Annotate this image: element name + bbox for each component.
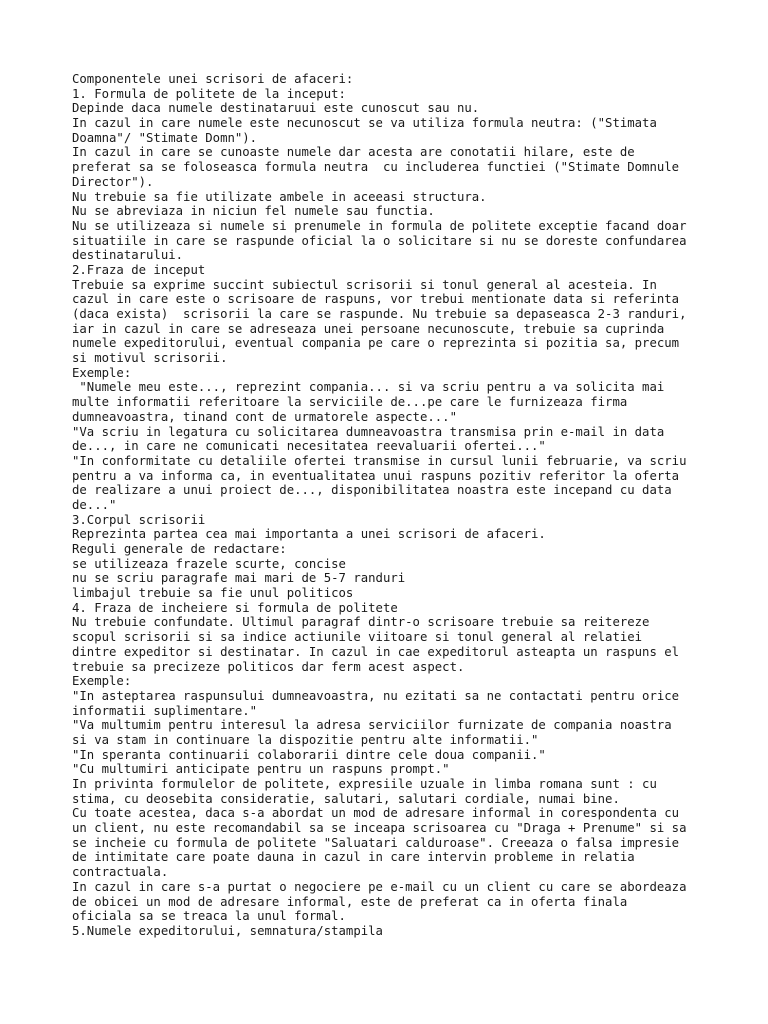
text-line: "Cu multumiri anticipate pentru un raspuns prompt." <box>72 762 450 777</box>
text-line: situatiile in care se raspunde oficial la o solicitare si nu se doreste confundarea <box>72 233 687 248</box>
text-line: pentru a va informa ca, in eventualitatea unui raspuns pozitiv referitor la oferta <box>72 468 680 483</box>
text-line: "Numele meu este..., reprezint compania... si va scriu pentru a va solicita mai <box>72 380 665 395</box>
text-line: "Va multumim pentru interesul la adresa serviciilor furnizate de compania noastra <box>72 718 672 733</box>
text-line: se utilizeaza frazele scurte, concise <box>72 556 346 571</box>
text-line: se incheie cu formula de politete "Saluatari calduroase". Creeaza o falsa impresie <box>72 835 680 850</box>
text-line: si va stam in continuare la dispozitie pentru alte informatii." <box>72 732 539 747</box>
text-line: nu se scriu paragrafe mai mari de 5-7 randuri <box>72 571 406 586</box>
text-line: cazul in care este o scrisoare de raspuns, vor trebui mentionate data si referinta <box>72 292 680 307</box>
text-line: trebuie sa precizeze politicos dar ferm acest aspect. <box>72 659 465 674</box>
text-line: de realizare a unui proiect de..., disponibilitatea noastra este incepand cu data <box>72 483 672 498</box>
text-line: Nu trebuie sa fie utilizate ambele in aceeasi structura. <box>72 189 487 204</box>
text-line: stima, cu deosebita consideratie, salutari, salutari cordiale, numai bine. <box>72 791 620 806</box>
text-line: Reguli generale de redactare: <box>72 542 287 556</box>
text-line: Nu trebuie confundate. Ultimul paragraf dintr-o scrisoare trebuie sa reitereze <box>72 615 650 630</box>
text-line: iar in cazul in care se adreseaza unei persoane necunoscute, trebuie sa cuprinda <box>72 321 665 336</box>
text-line: informatii suplimentare." <box>72 703 258 718</box>
text-line: de..., in care ne comunicati necesitatea reevaluarii ofertei..." <box>72 439 546 454</box>
text-line: Exemple: <box>72 674 132 689</box>
text-line: Reprezinta partea cea mai importanta a unei scrisori de afaceri. <box>72 527 546 542</box>
text-line: de obicei un mod de adresare informal, este de preferat ca in oferta finala <box>72 894 628 909</box>
text-line: limbajul trebuie sa fie unul politicos <box>72 586 354 601</box>
text-line: 5.Numele expeditorului, semnatura/stampila <box>72 923 383 938</box>
text-line: "Va scriu in legatura cu solicitarea dumneavoastra transmisa prin e-mail in data <box>72 424 665 439</box>
text-line: de intimitate care poate dauna in cazul in care intervin probleme in relatia <box>72 850 635 865</box>
text-line: In privinta formulelor de politete, expresiile uzuale in limba romana sunt : cu <box>72 777 657 791</box>
text-line: (daca exista) scrisorii la care se raspunde. Nu trebuie sa depaseasca 2-3 randuri, <box>72 307 687 321</box>
text-line: oficiala sa se treaca la unul formal. <box>72 909 346 924</box>
text-line: 2.Fraza de inceput <box>72 262 206 277</box>
text-line: numele expeditorului, eventual compania pe care o reprezinta si pozitia sa, precum <box>72 336 680 351</box>
text-line: Componentele unei scrisori de afaceri: <box>72 72 354 86</box>
text-line: Depinde daca numele destinataruui este cunoscut sau nu. <box>72 101 480 116</box>
text-line: 1. Formula de politete de la inceput: <box>72 86 346 101</box>
text-line: Nu se utilizeaza si numele si prenumele in formula de politete exceptie facand doar <box>72 218 687 233</box>
text-line: "In conformitate cu detaliile ofertei transmise in cursul lunii februarie, va scriu <box>72 453 687 468</box>
text-line: dumneavoastra, tinand cont de urmatorele aspecte..." <box>72 409 457 424</box>
text-line: Nu se abreviaza in niciun fel numele sau functia. <box>72 204 435 219</box>
text-line: In cazul in care s-a purtat o negociere pe e-mail cu un client cu care se abordeaza <box>72 879 687 894</box>
document-text <box>72 72 712 939</box>
text-line: un client, nu este recomandabil sa se inceapa scrisoarea cu "Draga + Prenume" si sa <box>72 821 687 836</box>
text-line: contractuala. <box>72 865 169 880</box>
text-line: preferat sa se foloseasca formula neutra cu includerea functiei ("Stimate Domnule <box>72 160 680 175</box>
text-line: dintre expeditor si destinatar. In cazul in cae expeditorul asteapta un raspuns el <box>72 644 680 659</box>
text-line: 4. Fraza de incheiere si formula de politete <box>72 600 398 615</box>
text-line: Trebuie sa exprime succint subiectul scrisorii si tonul general al acesteia. In <box>72 277 657 292</box>
text-line: destinatarului. <box>72 248 184 263</box>
text-line: multe informatii referitoare la serviciile de...pe care le furnizeaza firma <box>72 395 628 410</box>
text-line: "In speranta continuarii colaborarii dintre cele doua companii." <box>72 747 546 762</box>
text-line: Cu toate acestea, daca s-a abordat un mod de adresare informal in corespondenta cu <box>72 806 680 821</box>
text-line: 3.Corpul scrisorii <box>72 512 206 527</box>
text-line: de..." <box>72 497 117 512</box>
text-line: si motivul scrisorii. <box>72 351 228 366</box>
text-line: Director"). <box>72 174 154 189</box>
text-line: scopul scrisorii si sa indice actiunile viitoare si tonul general al relatiei <box>72 630 643 645</box>
text-line: "In asteptarea raspunsului dumneavoastra, nu ezitati sa ne contactati pentru orice <box>72 688 680 703</box>
text-line: Exemple: <box>72 365 132 380</box>
text-line: In cazul in care numele este necunoscut se va utiliza formula neutra: ("Stimata <box>72 116 657 131</box>
text-line: Doamna"/ "Stimate Domn"). <box>72 130 258 145</box>
text-line: In cazul in care se cunoaste numele dar acesta are conotatii hilare, este de <box>72 145 635 160</box>
